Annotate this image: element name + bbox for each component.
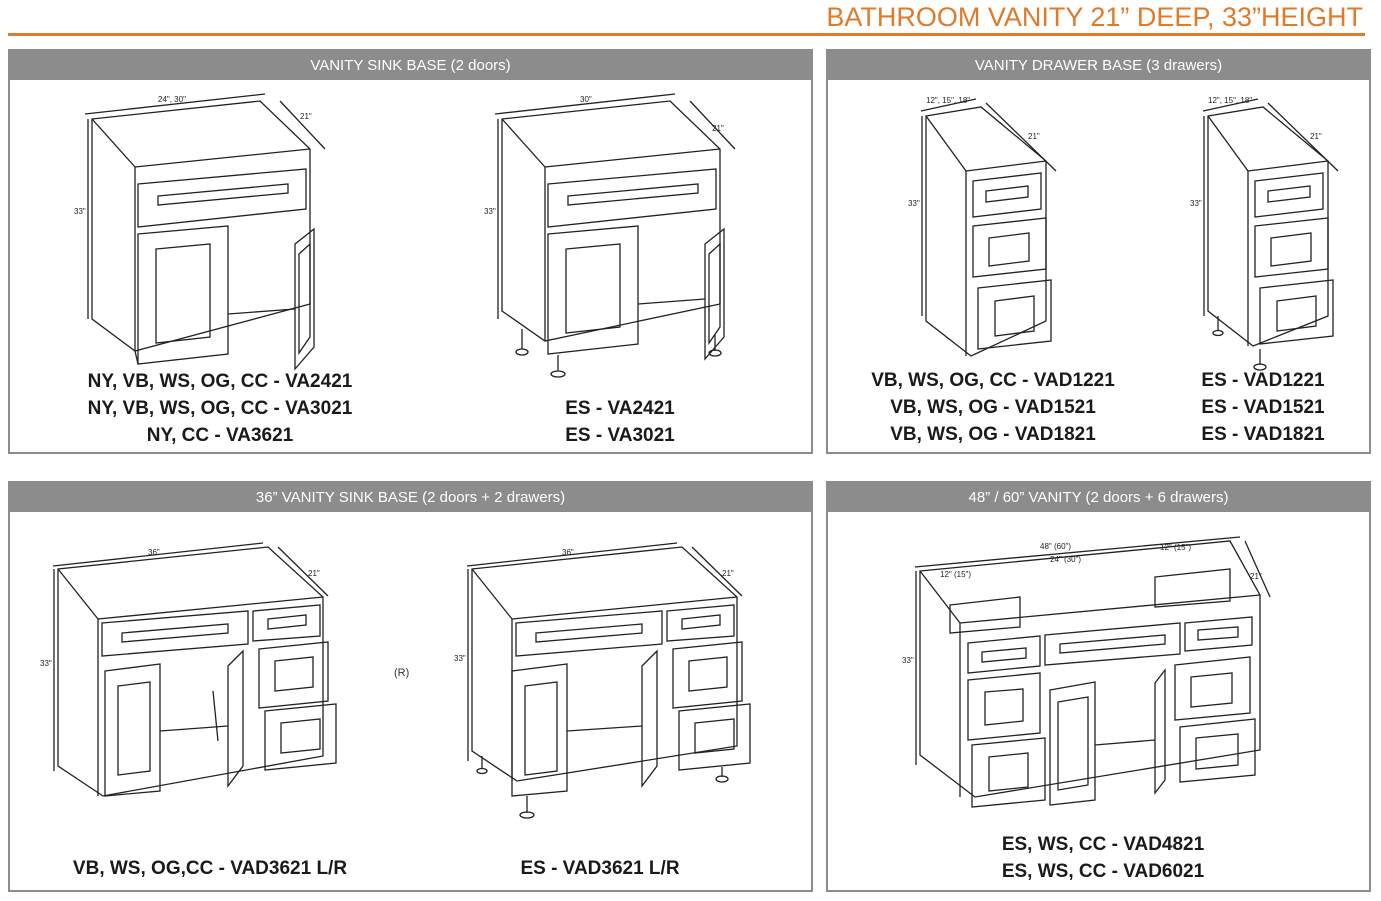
svg-text:33": 33" xyxy=(1190,199,1202,208)
panel-48-60-vanity xyxy=(826,481,1371,892)
cabinet-drawing-drawer-base-left xyxy=(906,91,1086,371)
model-line: VB, WS, OG - VAD1521 xyxy=(890,397,1096,418)
model-line: ES - VA3021 xyxy=(565,425,675,446)
svg-text:36": 36" xyxy=(148,548,160,557)
svg-text:33": 33" xyxy=(74,207,86,216)
dim-width-label: 24", 30" xyxy=(158,95,186,104)
cabinet-drawing-48-60 xyxy=(900,535,1280,820)
model-line: NY, VB, WS, OG, CC - VA2421 xyxy=(87,371,353,392)
svg-text:12", 15", 18": 12", 15", 18" xyxy=(1208,96,1253,105)
cabinet-drawing-drawer-base-right xyxy=(1188,91,1368,381)
r-mark: (R) xyxy=(394,667,410,679)
panel-vanity-drawer-base xyxy=(826,49,1371,454)
title-underline xyxy=(8,33,1365,36)
model-line: VB, WS, OG - VAD1821 xyxy=(890,424,1096,445)
panel-header: VANITY SINK BASE (2 doors) xyxy=(10,51,811,80)
panel-36-vanity-sink-base xyxy=(8,481,813,892)
model-line: NY, VB, WS, OG, CC - VA3021 xyxy=(87,398,353,419)
svg-text:30": 30" xyxy=(580,95,592,104)
model-label-36-left: VB, WS, OG,CC - VAD3621 L/R xyxy=(72,858,348,879)
panel-header: 36” VANITY SINK BASE (2 doors + 2 drawers) xyxy=(10,483,811,512)
model-line: ES - VAD1821 xyxy=(1201,424,1325,445)
page-title: BATHROOM VANITY 21” DEEP, 33”HEIGHT xyxy=(826,2,1363,32)
svg-text:33": 33" xyxy=(454,654,466,663)
cabinet-drawing-36-left xyxy=(38,541,348,811)
model-line: NY, CC - VA3621 xyxy=(146,425,294,446)
cabinet-drawing-sink-base-right xyxy=(480,89,750,379)
svg-text:21": 21" xyxy=(1028,132,1040,141)
model-line: VB, WS, OG, CC - VAD1221 xyxy=(871,370,1115,391)
svg-text:21": 21" xyxy=(300,112,312,121)
svg-text:33": 33" xyxy=(908,199,920,208)
model-list-drawer-base-left xyxy=(848,367,1138,448)
cabinet-drawing-36-right xyxy=(452,541,762,821)
model-line: ES - VAD1521 xyxy=(1201,397,1325,418)
svg-text:12" (15"): 12" (15") xyxy=(1160,543,1192,552)
svg-text:12", 15", 18": 12", 15", 18" xyxy=(926,96,971,105)
panel-header: 48” / 60” VANITY (2 doors + 6 drawers) xyxy=(828,483,1369,512)
svg-text:21": 21" xyxy=(722,569,734,578)
model-line: ES - VA2421 xyxy=(565,398,675,419)
svg-text:33": 33" xyxy=(902,656,914,665)
svg-text:48" (60"): 48" (60") xyxy=(1040,542,1072,551)
svg-text:33": 33" xyxy=(484,207,496,216)
svg-text:21": 21" xyxy=(712,124,724,133)
model-list-drawer-base-right xyxy=(1168,367,1358,448)
svg-text:36": 36" xyxy=(562,548,574,557)
panel-vanity-sink-base xyxy=(8,49,813,454)
model-line: ES - VAD1221 xyxy=(1201,370,1325,391)
model-line: ES, WS, CC - VAD4821 xyxy=(1001,834,1205,855)
svg-text:21": 21" xyxy=(1250,572,1262,581)
model-list-sink-base-right xyxy=(480,395,760,449)
model-label-36-right: ES - VAD3621 L/R xyxy=(520,858,680,879)
cabinet-drawing-sink-base-left xyxy=(70,89,340,379)
svg-text:24" (30"): 24" (30") xyxy=(1050,555,1082,564)
panel-header: VANITY DRAWER BASE (3 drawers) xyxy=(828,51,1369,80)
svg-text:12" (15"): 12" (15") xyxy=(940,570,972,579)
svg-text:33": 33" xyxy=(40,659,52,668)
model-list-48-60 xyxy=(958,831,1248,885)
model-list-sink-base-left xyxy=(30,368,410,449)
svg-text:21": 21" xyxy=(1310,132,1322,141)
svg-text:21": 21" xyxy=(308,569,320,578)
model-line: ES, WS, CC - VAD6021 xyxy=(1001,861,1205,882)
